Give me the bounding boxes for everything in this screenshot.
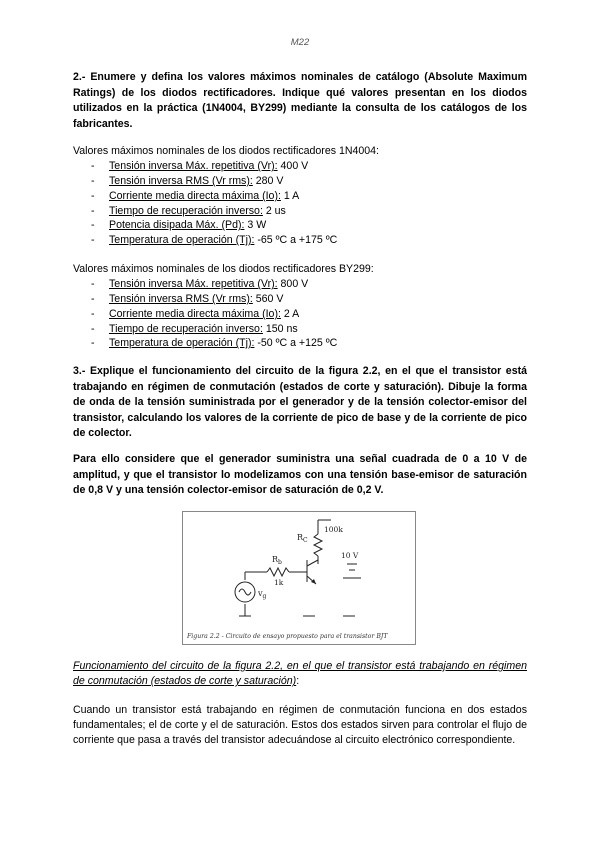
list-item: - Tensión inversa RMS (Vr rms): 560 V	[73, 292, 527, 307]
rb-value: 1k	[274, 578, 284, 587]
answer-heading: Funcionamiento del circuito de la figura 2.2, en el que el transistor está trabajando en régimen de conmutación (estados de corte y saturación):	[73, 660, 527, 688]
question-3-considerations: Para ello considere que el generador suministra una señal cuadrada de 0 a 10 V de amplitud, y que el transistor lo modelizamos con una tensión base-emisor de saturación de 0,8 V y una tensión colector-emisor de saturación de 0,2 V.	[73, 453, 527, 496]
list-item: - Corriente media directa máxima (Io): 2 A	[73, 307, 527, 322]
rb-label: $R_b$	[272, 555, 282, 566]
diode-1n4004-section	[73, 144, 527, 248]
figure-caption: Figura 2.2 - Circuito de ensayo propuesto para el transistor BJT	[187, 633, 388, 640]
list-item: - Tensión inversa Máx. repetitiva (Vr): 400 V	[73, 159, 527, 174]
supply-voltage-label: 10 V	[341, 551, 359, 560]
diode-1n4004-intro: Valores máximos nominales de los diodos rectificadores 1N4004:	[73, 145, 379, 157]
diode-1n4004-list	[73, 159, 527, 248]
list-item: - Tensión inversa RMS (Vr rms): 280 V	[73, 174, 527, 189]
diode-by299-section	[73, 262, 527, 351]
diode-by299-list	[73, 277, 527, 351]
diode-by299-intro: Valores máximos nominales de los diodos rectificadores BY299:	[73, 263, 374, 275]
list-item: - Corriente media directa máxima (Io): 1 A	[73, 189, 527, 204]
figure-2-2-circuit	[182, 511, 416, 645]
rc-value: 100k	[324, 525, 343, 534]
list-item: - Temperatura de operación (Tj): -50 ºC a +125 ºC	[73, 336, 527, 351]
answer-body: Cuando un transistor está trabajando en régimen de conmutación funciona en dos estados fundamentales; el de corte y el de saturación. Estos dos estados sirven para controlar el flujo de corriente que pasa a través del transistor adecuándose al circuito electrónico correspondiente.	[73, 704, 527, 747]
generator-label: $v_g$	[258, 589, 267, 600]
list-item: - Potencia disipada Máx. (Pd): 3 W	[73, 218, 527, 233]
list-item: - Tiempo de recuperación inverso: 150 ns	[73, 322, 527, 337]
circuit-diagram	[183, 512, 415, 644]
question-3-title: 3.- Explique el funcionamiento del circuito de la figura 2.2, en el que el transistor está trabajando en régimen de conmutación (estados de corte y saturación). Dibuje la forma de onda de la tensión suministrada por el generador y de la tensión colector-emisor del transistor, calculando los valores de la corriente de pico de base y de la corriente de pico de colector.	[73, 365, 527, 439]
list-item: - Tiempo de recuperación inverso: 2 us	[73, 204, 527, 219]
question-2-title: 2.- Enumere y defina los valores máximos nominales de catálogo (Absolute Maximum Ratings) de los diodos rectificadores. Indique qué valores presentan en los diodos utilizados en la práctica (1N4004, BY299) mediante la consulta de los catálogos de los fabricantes.	[73, 71, 527, 130]
list-item: - Tensión inversa Máx. repetitiva (Vr): 800 V	[73, 277, 527, 292]
page-header-code: M22	[290, 37, 310, 48]
list-item: - Temperatura de operación (Tj): -65 ºC a +175 ºC	[73, 233, 527, 248]
rc-label: $R_C$	[297, 533, 308, 544]
